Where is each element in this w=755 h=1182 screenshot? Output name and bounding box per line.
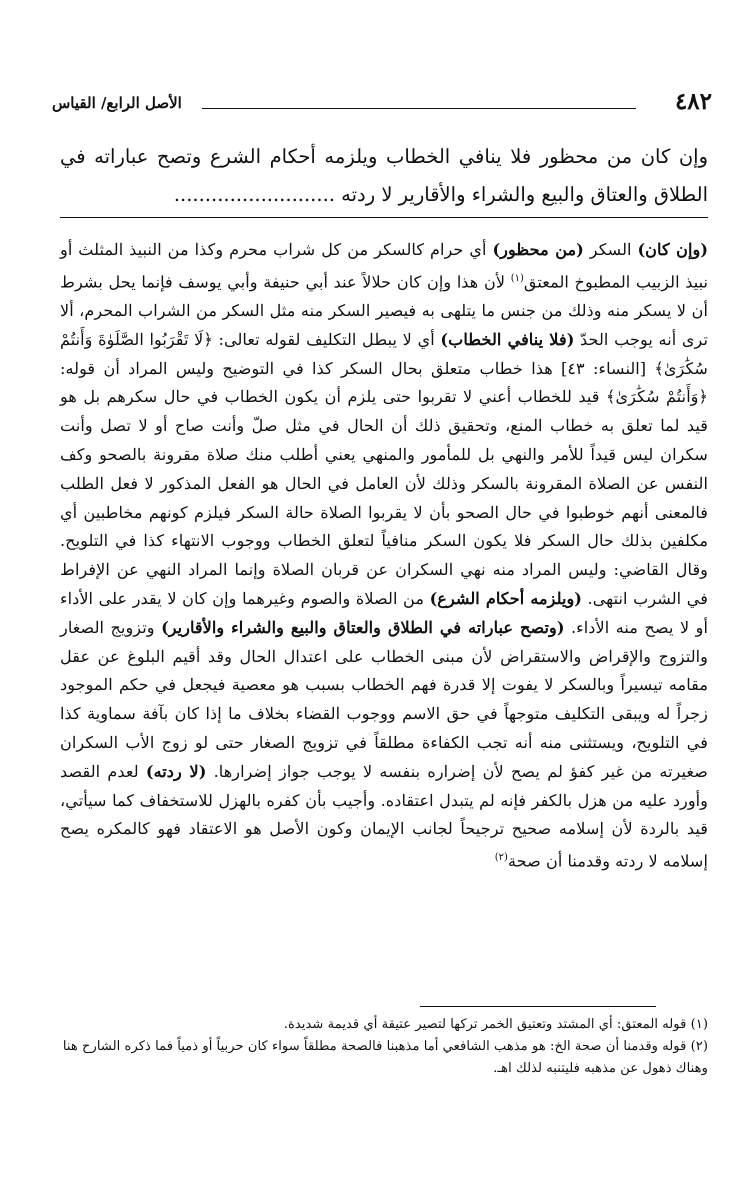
footnote-ref-1: (١)	[510, 272, 524, 284]
quoted-matn: (من محظور)	[492, 240, 584, 259]
commentary-text: لعدم القصد وأورد عليه من هزل بالكفر فإنه لم يتبدل اعتقاده. وأجيب بأن كفره بالهزل للاستخفاف كما سيأتي، قيد بالردة لأن إسلامه صحيح ترجيحاً لجانب الإيمان وكون الأصل هو الاعتقاد فهو كالمكره يصح إسلامه لا ردته وقدمنا أن صحة	[60, 761, 708, 871]
footnote-ref-2: (٢)	[494, 852, 508, 864]
commentary-text: السكر	[583, 240, 638, 259]
page-number: ٤٨٢	[674, 88, 712, 115]
footnote-1: (١) قوله المعتق: أي المشتد وتعتيق الخمر تركها لتصير عتيقة أي قديمة شديدة.	[283, 1017, 708, 1032]
page-header	[52, 88, 712, 122]
footnote-rule	[420, 1006, 656, 1007]
matn-divider	[60, 217, 708, 218]
quoted-matn: (ويلزمه أحكام الشرع)	[429, 588, 582, 608]
commentary-paragraph	[60, 236, 708, 876]
quoted-matn: (فلا ينافي الخطاب)	[440, 329, 575, 349]
commentary-text: من الصلاة والصوم وغيرهما وإن كان لا يقدر على الأداء أو لا يصح منه الأداء.	[60, 588, 708, 637]
commentary-text: لأن هذا وإن كان حلالاً عند أبي حنيفة وأبي يوسف فإنما يحل بشرط أن لا يسكر منه وذلك من جنس ما يتلهى به فيصير السكر منه مثل السكر من الشراب المحرم، ألا ترى أنه يوجب الحدّ	[60, 272, 708, 349]
footnote-2: (٢) قوله وقدمنا أن صحة الخ: هو مذهب الشافعي أما مذهبنا فالصحة مطلقاً سواء كان حربياً أو ذمياً فما ذكره الشارح هنا وهناك ذهول عن مذهبه فليتنبه لذلك اهـ.	[62, 1039, 708, 1076]
footnotes	[60, 1014, 708, 1080]
commentary-text: أي حرام كالسكر من كل شراب محرم وكذا من النبيذ المثلث أو نبيذ الزبيب المطبوخ المعتق	[60, 240, 708, 292]
running-title: الأصل الرابع/ القياس	[52, 94, 182, 112]
header-rule	[202, 108, 636, 109]
commentary-text: أي لا يبطل التكليف لقوله تعالى: ﴿لَا تَقْرَبُوا الصَّلَوٰةَ وَأَنتُمْ سُكَٰرَىٰ﴾ [النساء: ٤٣] هذا خطاب متعلق بحال السكر كذا في التوضيح وليس المراد أن قوله: ﴿وَأَنتُمْ سُكَٰرَىٰ﴾ قيد للخطاب أعني لا تقربوا حتى يلزم أن يكون الخطاب في حال سكرهم بل هو قيد لما تعلق به خطاب المنع، وتحقيق ذلك أن الحال في مثل صلّ وأنت صاح أو لا تصل وأنت سكران ليس قيداً للأمر والنهي بل للمأمور والمنهي يعني أطلب منك صلاة مقرونة بالصحو وكف النفس عن الصلاة المقرونة بالسكر وذلك لأن العامل في الحال هو الفعل المذكور لا فعل الطلب فالمعنى أنهم خوطبوا في حال الصحو بأن لا يقربوا الصلاة حالة السكر فيلزم كونهم مخاطبين أي مكلفين بذلك حال السكر فلا يكون السكر منافياً لتعلق الخطاب ووجوب الانتهاء كذا في التلويح. وقال القاضي: وليس المراد منه نهي السكران عن قربان الصلاة وإنما المراد النهي عن الإفراط في الشرب انتهى.	[60, 329, 708, 608]
matn-text: وإن كان من محظور فلا ينافي الخطاب ويلزمه أحكام الشرع وتصح عباراته في الطلاق والعتاق والبيع والشراء والأقارير لا ردته ..........................	[60, 145, 708, 206]
commentary	[60, 236, 708, 876]
quoted-matn: (وإن كان)	[637, 240, 709, 259]
commentary-text: وتزويج الصغار والتزوج والإقراض والاستقراض لأن مبنى الخطاب على اعتدال الحال وقد أقيم البلوغ عن عقل مقامه تيسيراً وبالسكر لا يفوت إلا قدرة فهم الخطاب بسبب هو معصية فيجعل في حكم الموجود زجراً له ويبقى التكليف متوجهاً في حق الاسم ووجوب القضاء بخلاف ما إذا كان بآفة سماوية كذا في التلويح، ويستثنى منه أنه تجب الكفاءة مطلقاً في تزويج الصغار حتى لو زوج الأب السكران صغيرته من غير كفؤ لم يصح لأن إضراره بنفسه لا يوجب جواز إضرارها.	[60, 617, 708, 781]
quoted-matn: (وتصح عباراته في الطلاق والعتاق والبيع والشراء والأقارير)	[161, 617, 565, 637]
quoted-matn: (لا ردته)	[145, 761, 207, 781]
